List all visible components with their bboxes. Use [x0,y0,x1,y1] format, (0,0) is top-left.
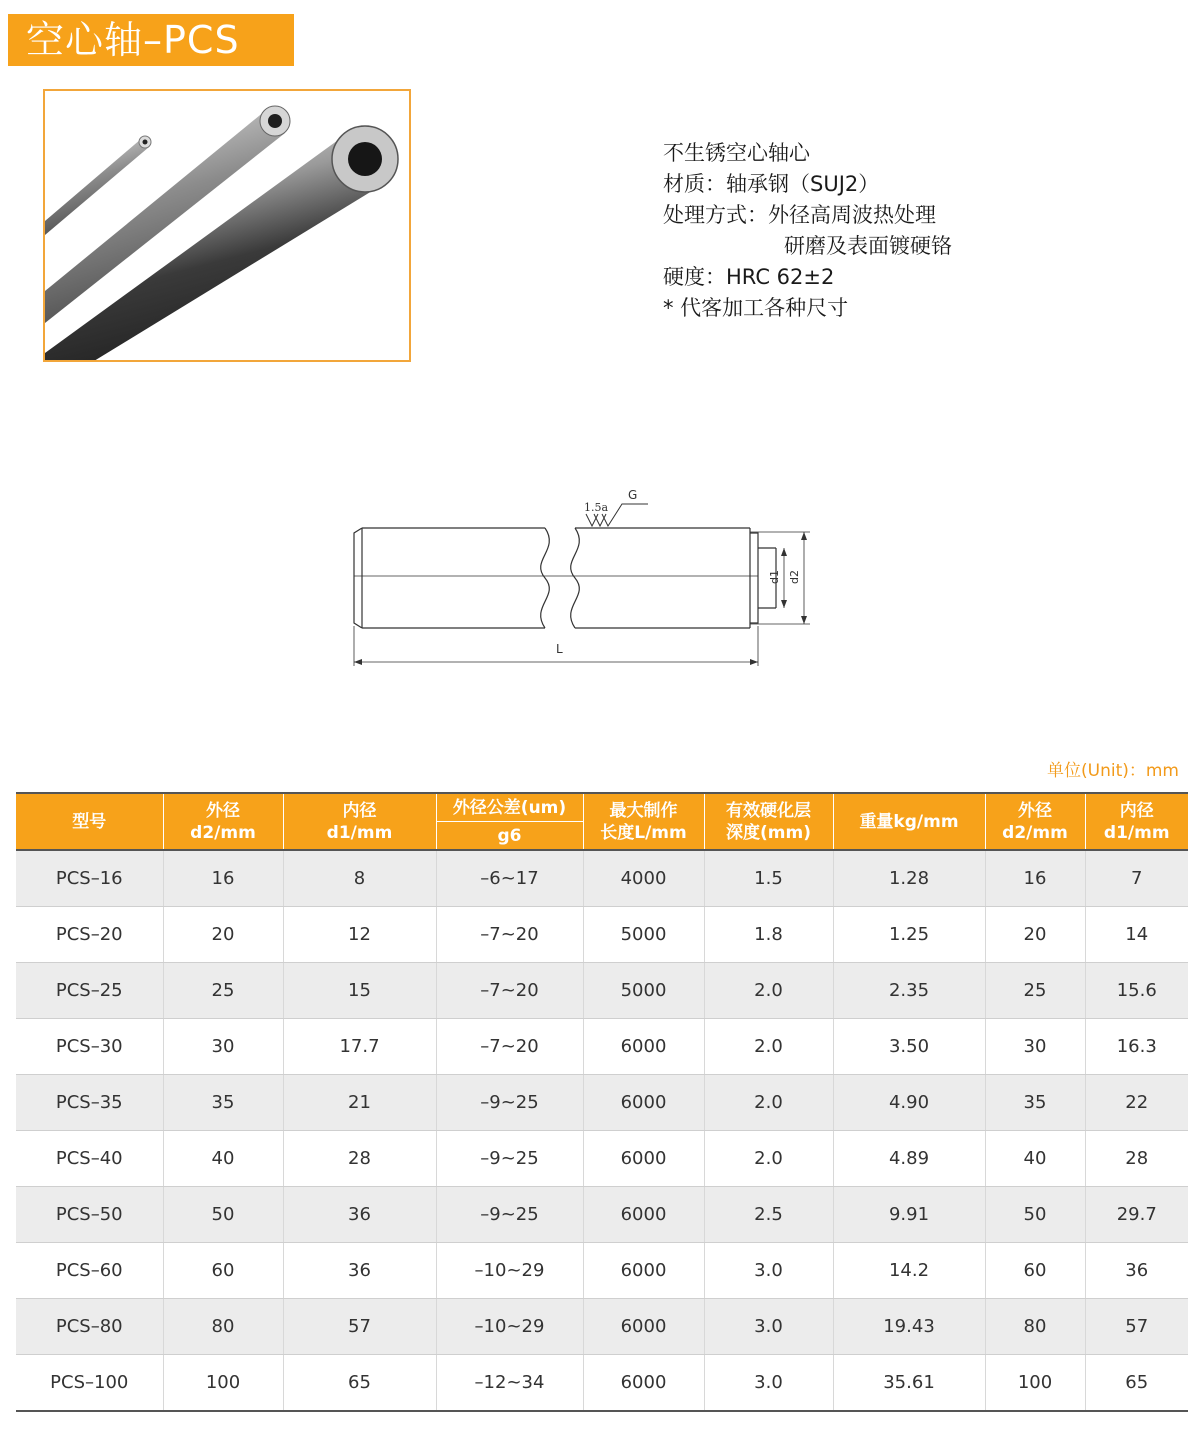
cell-hardened-depth: 2.5 [704,1187,833,1243]
cell-hardened-depth: 2.0 [704,963,833,1019]
cell-od-2: 50 [985,1187,1085,1243]
cell-od-2: 30 [985,1019,1085,1075]
cell-hardened-depth: 3.0 [704,1243,833,1299]
spec-line-name: 不生锈空心轴心 [663,141,810,165]
cell-tolerance: –9~25 [436,1187,583,1243]
cell-id: 36 [283,1243,436,1299]
cell-model: PCS–60 [16,1243,163,1299]
cell-id-2: 65 [1085,1355,1188,1412]
table-row [16,963,1188,1019]
cell-model: PCS–50 [16,1187,163,1243]
cell-model: PCS–100 [16,1355,163,1412]
cell-weight: 9.91 [833,1187,985,1243]
cell-hardened-depth: 3.0 [704,1299,833,1355]
header-model: 型号 [16,793,163,850]
cell-od: 20 [163,907,283,963]
product-photo [43,89,411,362]
page-title: 空心轴–PCS [8,14,294,66]
header-tolerance-grade: g6 [436,822,583,851]
cell-od: 60 [163,1243,283,1299]
cell-od-2: 16 [985,850,1085,907]
cell-tolerance: –9~25 [436,1131,583,1187]
cell-max-length: 6000 [583,1187,704,1243]
cell-weight: 4.90 [833,1075,985,1131]
cell-hardened-depth: 3.0 [704,1355,833,1412]
cell-id-2: 36 [1085,1243,1188,1299]
cell-hardened-depth: 1.5 [704,850,833,907]
d1-label: d1 [768,570,781,584]
cell-hardened-depth: 2.0 [704,1019,833,1075]
cell-tolerance: –12~34 [436,1355,583,1412]
cell-weight: 35.61 [833,1355,985,1412]
cell-id: 8 [283,850,436,907]
cell-tolerance: –7~20 [436,1019,583,1075]
length-label: L [556,642,563,656]
cell-id-2: 28 [1085,1131,1188,1187]
technical-drawing [340,480,820,684]
cell-od-2: 60 [985,1243,1085,1299]
cell-id: 28 [283,1131,436,1187]
cell-tolerance: –7~20 [436,963,583,1019]
cell-tolerance: –7~20 [436,907,583,963]
cell-id-2: 22 [1085,1075,1188,1131]
cell-weight: 4.89 [833,1131,985,1187]
cell-model: PCS–25 [16,963,163,1019]
cell-id-2: 15.6 [1085,963,1188,1019]
spec-line-custom: * 代客加工各种尺寸 [663,296,849,320]
cell-max-length: 6000 [583,1299,704,1355]
table-row [16,1355,1188,1412]
cell-max-length: 5000 [583,963,704,1019]
table-row [16,1131,1188,1187]
spec-description [663,138,952,324]
cell-tolerance: –10~29 [436,1299,583,1355]
table-row [16,907,1188,963]
cell-id-2: 14 [1085,907,1188,963]
hollow-shaft-image [45,91,409,360]
d2-label: d2 [788,570,801,584]
header-id-2: 内径 d1/mm [1085,793,1188,850]
grade-label: G [628,488,638,502]
header-tolerance: 外径公差(um) [436,793,583,822]
cell-id: 57 [283,1299,436,1355]
cell-weight: 1.28 [833,850,985,907]
cell-model: PCS–16 [16,850,163,907]
cell-model: PCS–35 [16,1075,163,1131]
cell-id-2: 7 [1085,850,1188,907]
table-row [16,1075,1188,1131]
cell-max-length: 6000 [583,1131,704,1187]
table-row [16,850,1188,907]
header-max-length: 最大制作 长度L/mm [583,793,704,850]
header-weight: 重量kg/mm [833,793,985,850]
cell-tolerance: –9~25 [436,1075,583,1131]
cell-max-length: 6000 [583,1075,704,1131]
cell-od: 100 [163,1355,283,1412]
cell-hardened-depth: 1.8 [704,907,833,963]
cell-id-2: 57 [1085,1299,1188,1355]
cell-model: PCS–80 [16,1299,163,1355]
cell-max-length: 4000 [583,850,704,907]
spec-line-hardness: 硬度：HRC 62±2 [663,265,835,289]
cell-tolerance: –10~29 [436,1243,583,1299]
cell-model: PCS–30 [16,1019,163,1075]
cell-od-2: 35 [985,1075,1085,1131]
cell-od-2: 100 [985,1355,1085,1412]
cell-max-length: 6000 [583,1355,704,1412]
cell-id: 17.7 [283,1019,436,1075]
cell-od-2: 40 [985,1131,1085,1187]
table-row [16,1019,1188,1075]
table-row [16,1243,1188,1299]
cell-od: 25 [163,963,283,1019]
cell-id-2: 29.7 [1085,1187,1188,1243]
spec-line-material: 材质：轴承钢（SUJ2） [663,172,880,196]
cell-od: 16 [163,850,283,907]
cell-id: 65 [283,1355,436,1412]
table-row [16,1299,1188,1355]
cell-weight: 19.43 [833,1299,985,1355]
header-id: 内径 d1/mm [283,793,436,850]
cell-hardened-depth: 2.0 [704,1131,833,1187]
cell-od: 40 [163,1131,283,1187]
cell-max-length: 6000 [583,1019,704,1075]
cell-hardened-depth: 2.0 [704,1075,833,1131]
cell-tolerance: –6~17 [436,850,583,907]
cell-model: PCS–20 [16,907,163,963]
cell-max-length: 6000 [583,1243,704,1299]
cell-od: 35 [163,1075,283,1131]
header-hardened-depth: 有效硬化层 深度(mm) [704,793,833,850]
cell-id: 36 [283,1187,436,1243]
header-od-2: 外径 d2/mm [985,793,1085,850]
cell-od-2: 80 [985,1299,1085,1355]
cell-model: PCS–40 [16,1131,163,1187]
cell-od-2: 25 [985,963,1085,1019]
table-row [16,1187,1188,1243]
spec-table [16,792,1188,1412]
unit-note: 单位(Unit)：mm [1047,761,1179,781]
cell-id: 12 [283,907,436,963]
cell-od-2: 20 [985,907,1085,963]
cell-od: 80 [163,1299,283,1355]
cell-max-length: 5000 [583,907,704,963]
header-od: 外径 d2/mm [163,793,283,850]
cell-od: 50 [163,1187,283,1243]
cell-id-2: 16.3 [1085,1019,1188,1075]
cell-weight: 14.2 [833,1243,985,1299]
cell-od: 30 [163,1019,283,1075]
roughness-label: 1.5a [584,501,609,514]
cell-id: 15 [283,963,436,1019]
shaft-drawing-svg [340,480,820,680]
cell-id: 21 [283,1075,436,1131]
spec-line-treatment: 处理方式：外径高周波热处理 [663,203,936,227]
cell-weight: 2.35 [833,963,985,1019]
cell-weight: 3.50 [833,1019,985,1075]
spec-line-treatment-2: 研磨及表面镀硬铬 [784,234,952,258]
cell-weight: 1.25 [833,907,985,963]
